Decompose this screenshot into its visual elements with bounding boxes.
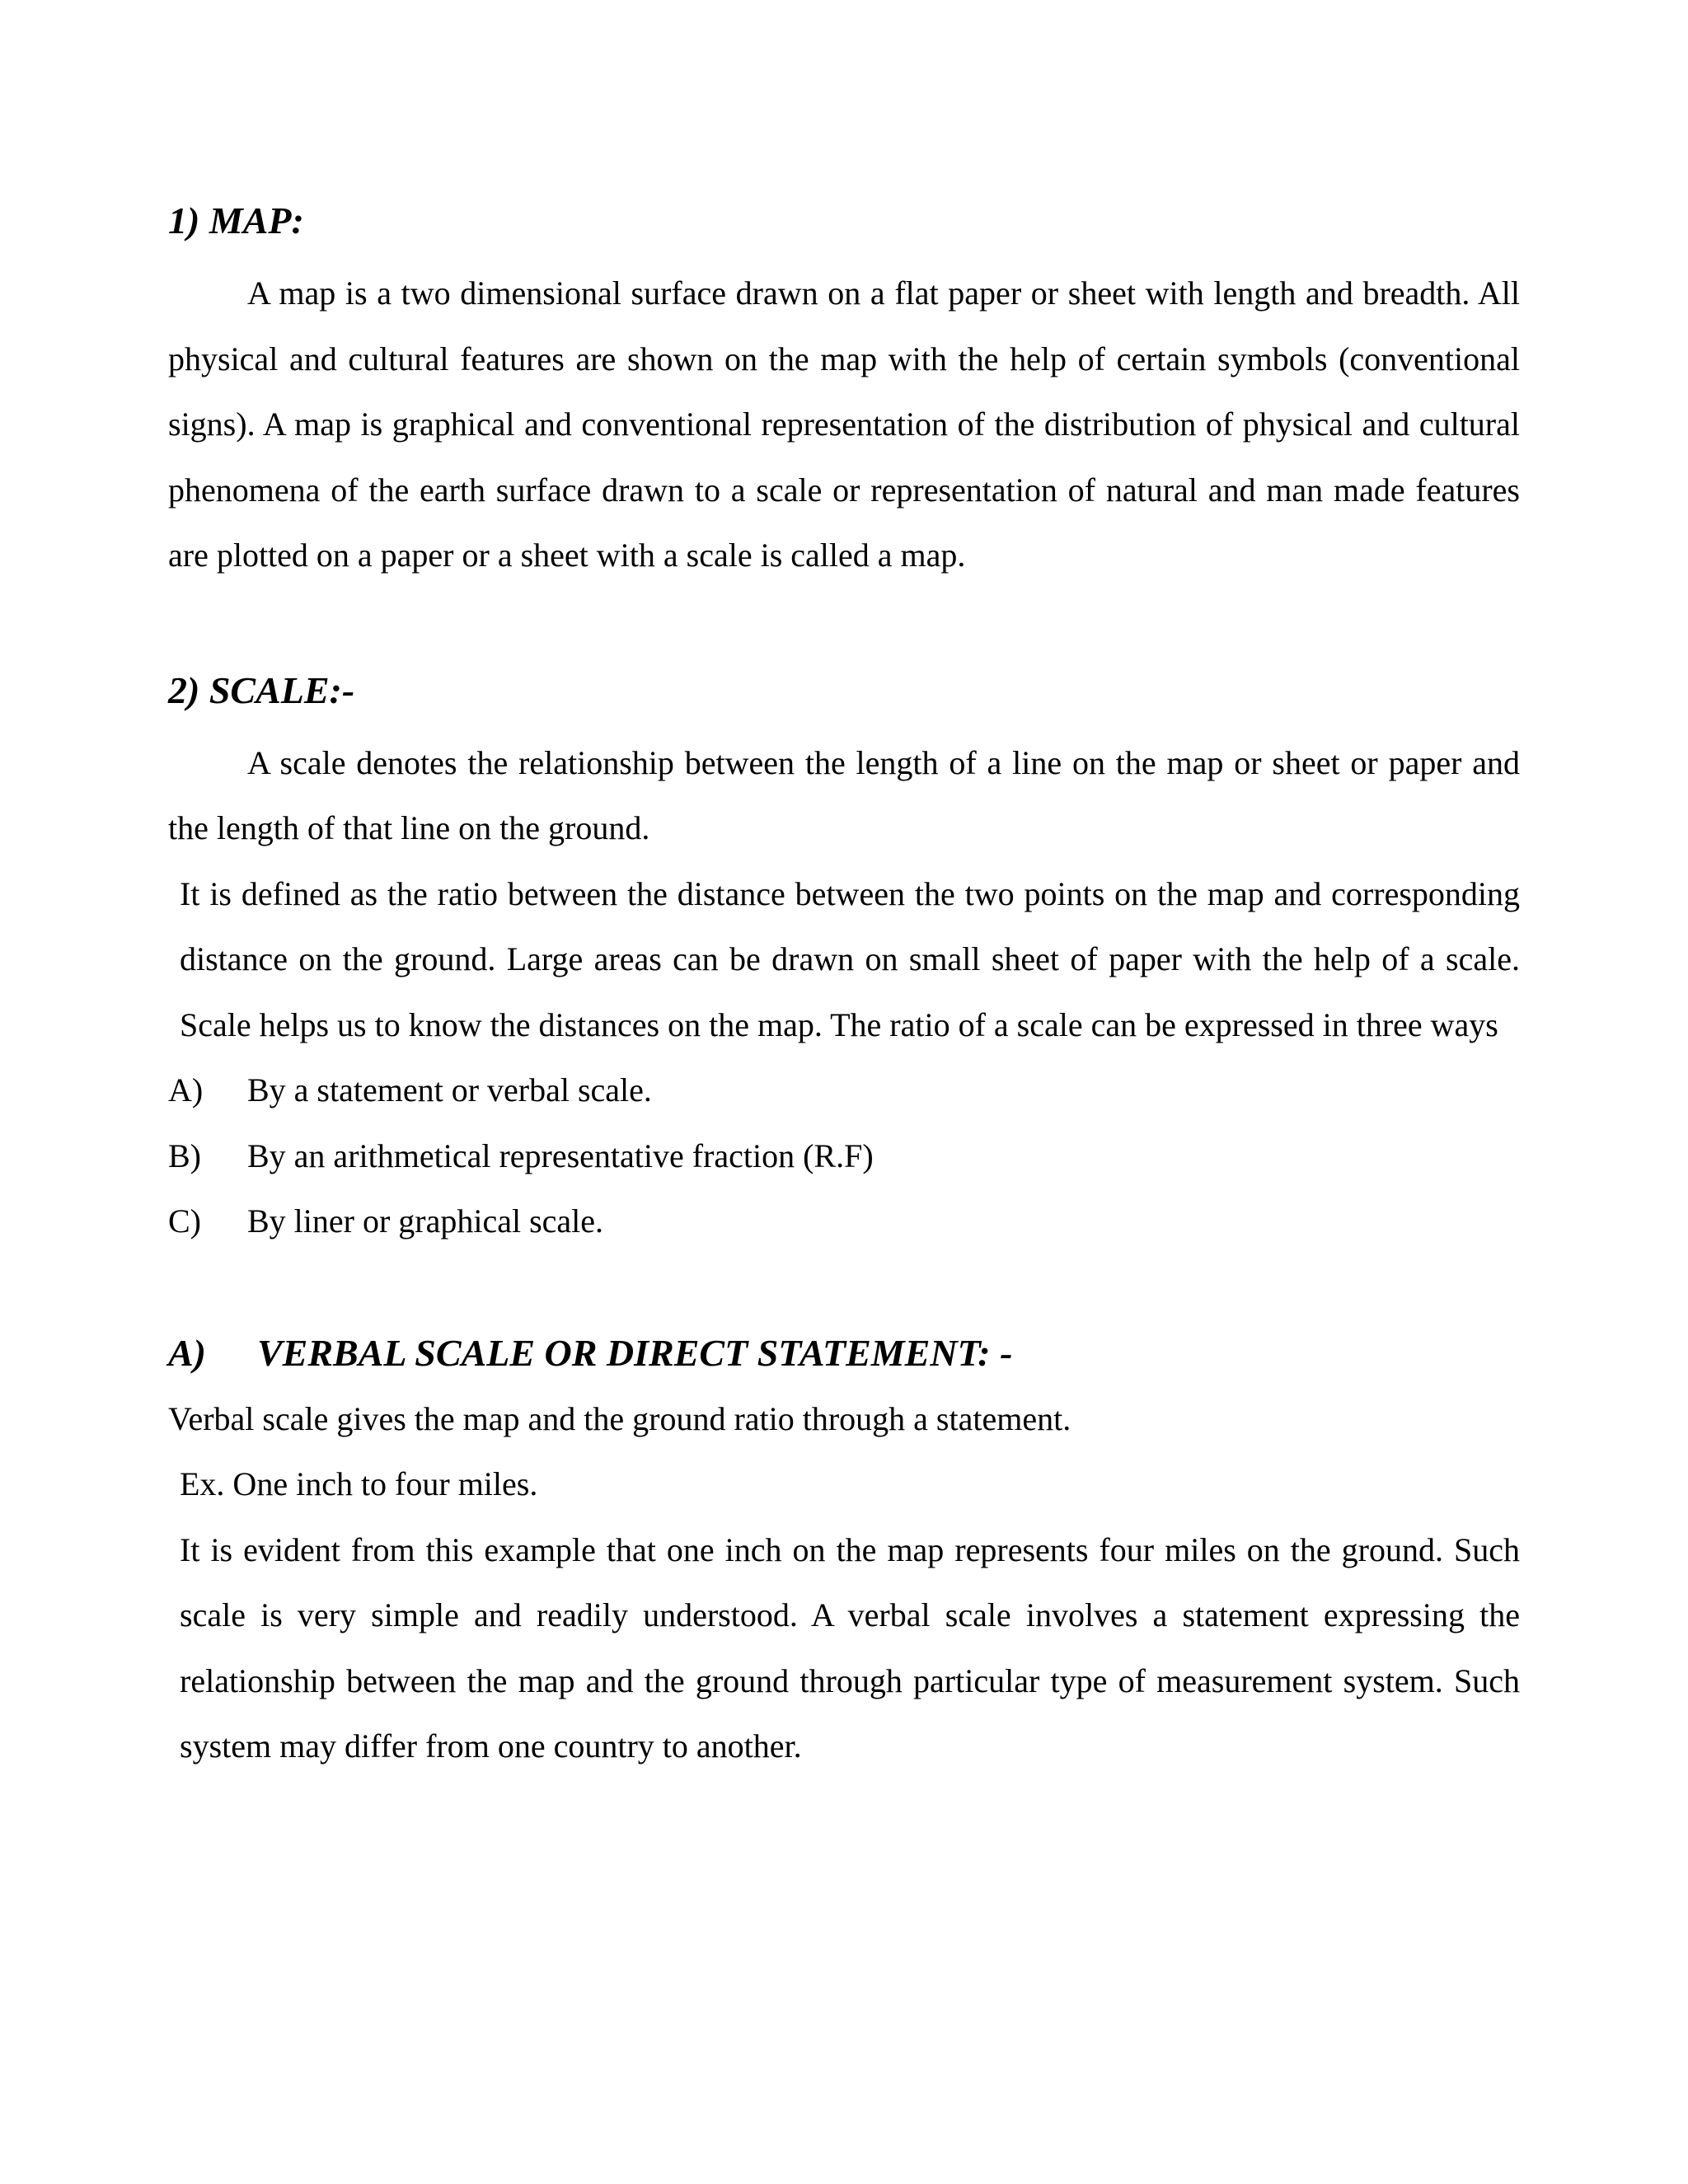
verbal-scale-heading (168, 1327, 1520, 1380)
scale-ways-list (168, 1057, 1520, 1254)
list-item (168, 1188, 1520, 1254)
list-item (168, 1123, 1520, 1189)
map-definition-paragraph: A map is a two dimensional surface drawn on a flat paper or sheet with length and breadth. All physical and cultural features are shown on the map with the help of certain symbols (conventional signs). A map is graphical and conventional representation of the distribution of physical and cultural phenomena of the earth surface drawn to a scale or representation of natural and man made features are plotted on a paper or a sheet with a scale is called a map. (168, 274, 1520, 574)
list-item-text: By liner or graphical scale. (247, 1202, 604, 1240)
verbal-scale-explanation-paragraph: It is evident from this example that one inch on the map represents four miles on the ground. Such scale is very simple and readily understood. A verbal scale involves a statement expressing the relationship between the map and the ground through particular type of measurement system. Such system may differ from one country to another. (180, 1530, 1520, 1765)
verbal-scale-heading-marker: A) (168, 1331, 206, 1374)
map-heading: 1) MAP: (168, 199, 304, 241)
scale-definition-paragraph: A scale denotes the relationship between the length of a line on the map or sheet or paper and the length of that line on the ground. (168, 743, 1520, 846)
verbal-scale-paragraph: Verbal scale gives the map and the ground ratio through a statement. (168, 1399, 1071, 1437)
verbal-scale-heading-text: VERBAL SCALE OR DIRECT STATEMENT: - (257, 1331, 1013, 1374)
list-item (168, 1057, 1520, 1123)
list-marker: B) (168, 1137, 201, 1174)
scale-ratio-paragraph: It is defined as the ratio between the distance between the two points on the map and corresponding distance on the ground. Large areas can be drawn on small sheet of paper with the help of a scale. Scale helps us to know the distances on the map. The ratio of a scale can be expressed in three ways (180, 874, 1520, 1043)
list-item-text: By an arithmetical representative fraction (R.F) (247, 1137, 874, 1174)
list-marker: C) (168, 1202, 201, 1240)
list-marker: A) (168, 1071, 204, 1108)
document-page (168, 194, 1520, 1779)
list-item-text: By a statement or verbal scale. (247, 1071, 652, 1108)
verbal-scale-example: Ex. One inch to four miles. (180, 1465, 538, 1502)
scale-heading: 2) SCALE:- (168, 668, 355, 711)
